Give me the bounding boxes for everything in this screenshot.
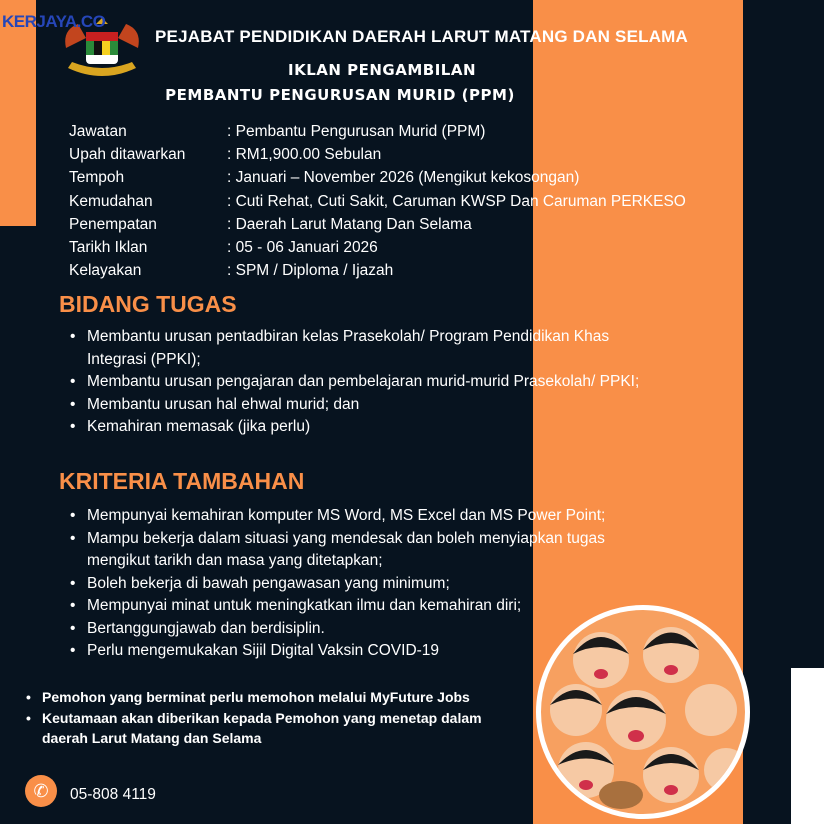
info-label: Tarikh Iklan — [69, 239, 148, 257]
info-label: Kelayakan — [69, 262, 142, 280]
info-value: : RM1,900.00 Sebulan — [227, 146, 382, 164]
office-name: PEJABAT PENDIDIKAN DAERAH LARUT MATANG DAN SELAMA — [155, 27, 689, 46]
watermark: KERJAYA.CO — [2, 12, 106, 31]
phone-icon: ✆ — [25, 775, 57, 807]
info-label: Upah ditawarkan — [69, 146, 186, 164]
white-block — [791, 668, 824, 824]
info-row — [69, 166, 686, 189]
section-heading-kriteria: KRITERIA TAMBAHAN — [59, 468, 305, 494]
info-label: Kemudahan — [69, 192, 153, 210]
info-value: : Pembantu Pengurusan Murid (PPM) — [227, 123, 486, 140]
notes-list — [26, 687, 546, 749]
info-label: Jawatan — [69, 123, 127, 140]
list-item: • Keutamaan akan diberikan kepada Pemohon yang menetap dalam daerah Larut Matang dan Selama — [26, 708, 502, 749]
title-line-1: IKLAN PENGAMBILAN — [287, 61, 477, 79]
info-row — [69, 190, 686, 213]
info-row — [69, 236, 686, 259]
info-value: : Cuti Rehat, Cuti Sakit, Caruman KWSP Dan Caruman PERKESO — [227, 192, 686, 210]
info-row — [69, 120, 686, 143]
bidang-list — [70, 326, 660, 439]
list-item: • Bertanggungjawab dan berdisiplin. — [70, 618, 660, 641]
info-row — [69, 213, 686, 236]
list-item: • Mampu bekerja dalam situasi yang mendesak dan boleh menyiapkan tugas mengikut tarikh dan masa yang ditetapkan; — [70, 528, 627, 573]
section-heading-bidang: BIDANG TUGAS — [59, 291, 237, 317]
info-value: : Daerah Larut Matang Dan Selama — [227, 215, 472, 233]
list-item: • Mempunyai kemahiran komputer MS Word, MS Excel dan MS Power Point; — [70, 505, 660, 528]
info-value: : 05 - 06 Januari 2026 — [227, 239, 378, 257]
info-label: Tempoh — [69, 169, 125, 187]
job-info — [69, 120, 686, 282]
info-value: : Januari – November 2026 (Mengikut kekosongan) — [227, 169, 580, 187]
list-item: • Boleh bekerja di bawah pengawasan yang minimum; — [70, 573, 660, 596]
list-item: • Membantu urusan pentadbiran kelas Prasekolah/ Program Pendidikan Khas Integrasi (PPKI); — [70, 326, 627, 371]
list-item: • Kemahiran memasak (jika perlu) — [70, 416, 660, 439]
orange-strip-left — [0, 0, 36, 226]
info-row — [69, 143, 686, 166]
list-item: • Membantu urusan pengajaran dan pembelajaran murid-murid Prasekolah/ PPKI; — [70, 371, 660, 394]
list-item: • Membantu urusan hal ehwal murid; dan — [70, 394, 660, 417]
children-illustration — [536, 605, 750, 819]
list-item: • Pemohon yang berminat perlu memohon melalui MyFuture Jobs — [26, 687, 546, 708]
phone-number: 05-808 4119 — [70, 786, 156, 803]
info-value: : SPM / Diploma / Ijazah — [227, 262, 394, 280]
info-row — [69, 259, 686, 282]
list-item: • Perlu mengemukakan Sijil Digital Vaksin COVID-19 — [70, 640, 660, 663]
info-label: Penempatan — [69, 215, 157, 233]
title-line-2: PEMBANTU PENGURUSAN MURID (PPM) — [165, 86, 515, 104]
list-item: • Mempunyai minat untuk meningkatkan ilmu dan kemahiran diri; — [70, 595, 660, 618]
